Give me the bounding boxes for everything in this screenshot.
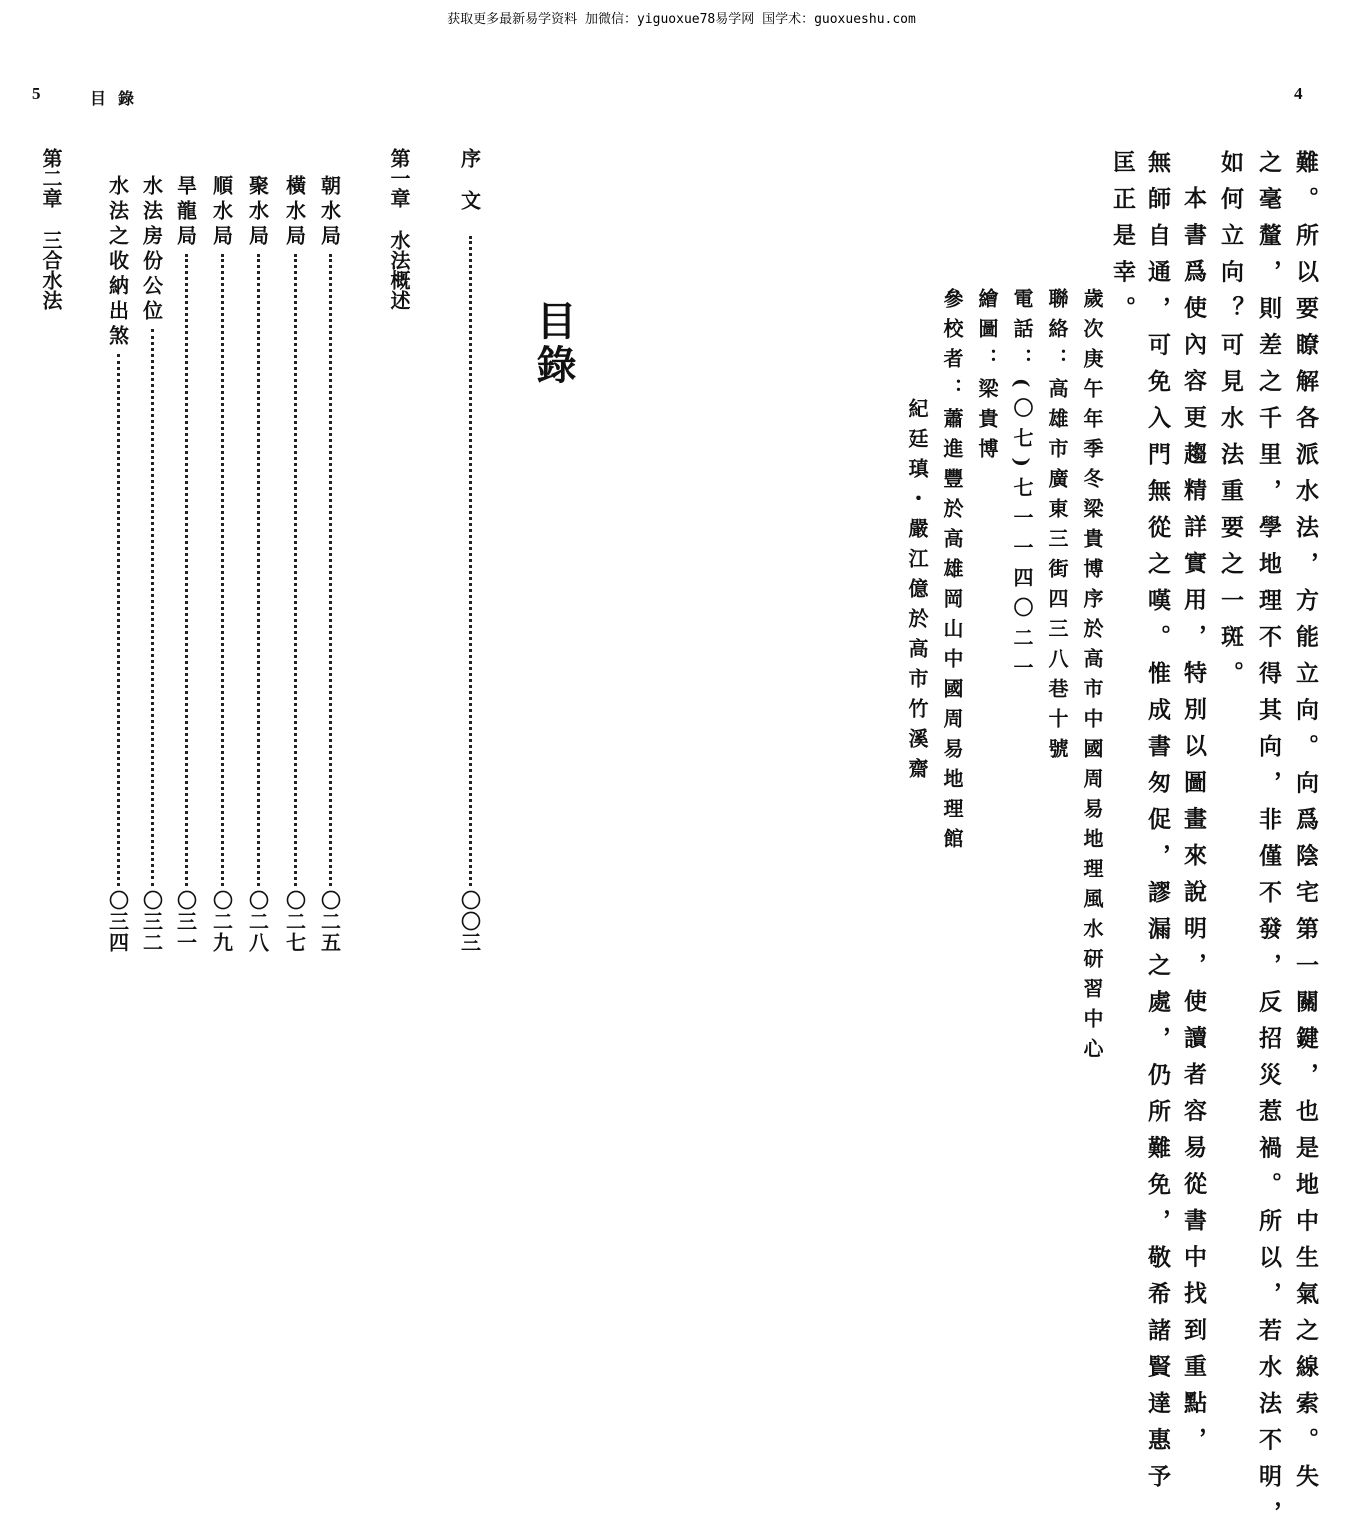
- chapter-number: 第一章: [387, 148, 411, 208]
- chapter-name: 水法概述: [387, 230, 411, 310]
- dot-leader: [329, 254, 332, 886]
- body-column: 之毫釐，則差之千里，學地理不得其向，非僅不發，反招災惹禍。所以，若水法不明，: [1255, 150, 1282, 1537]
- contact-phone: 電話：(〇七)七一一四〇二一: [1010, 288, 1034, 687]
- toc-entry-page: 〇三一: [173, 890, 198, 953]
- body-column: 無師自通，可免入門無從之嘆。惟成書匆促，謬漏之處，仍所難免，敬希諸賢達惠予: [1144, 150, 1171, 1501]
- body-column: 如何立向？可見水法重要之一斑。: [1217, 150, 1244, 698]
- chapter-name: 三合水法: [39, 230, 63, 310]
- toc-chapter-heading[interactable]: [37, 148, 66, 310]
- toc-entry-page: 〇二五: [317, 890, 342, 953]
- toc-entry[interactable]: [207, 175, 237, 953]
- toc-entry[interactable]: [315, 175, 345, 953]
- page-number-left: 5: [32, 84, 41, 103]
- dot-leader: [151, 329, 154, 886]
- toc-chapter-heading[interactable]: [385, 148, 414, 310]
- toc-entry-title: 朝水局: [317, 175, 342, 250]
- toc-entry-page: 〇三四: [105, 890, 130, 953]
- dot-leader: [117, 354, 120, 886]
- dot-leader: [469, 236, 472, 886]
- dot-leader: [221, 254, 224, 886]
- dot-leader: [257, 254, 260, 886]
- toc-entry-page: 〇二八: [245, 890, 270, 953]
- toc-entry-title: 水法房份公位: [139, 175, 164, 325]
- dot-leader: [185, 254, 188, 886]
- watermark-banner: 获取更多最新易学资料 加微信：yiguoxue78易学网 国学术：guoxueshu.com: [447, 12, 916, 27]
- toc-entry-page: 〇二七: [282, 890, 307, 953]
- toc-entry-title: 水法之收納出煞: [105, 175, 130, 350]
- toc-entry[interactable]: [280, 175, 310, 953]
- running-head: 目錄: [90, 89, 147, 108]
- toc-entry-page: 〇〇三: [457, 890, 482, 953]
- proofreaders-cont: 紀廷瑱・嚴江億於高市竹溪齋: [905, 398, 929, 788]
- body-column: 匡正是幸。: [1109, 150, 1136, 333]
- toc-entry[interactable]: [455, 148, 485, 953]
- toc-entry[interactable]: [171, 175, 201, 953]
- toc-entry-title: 序文: [457, 148, 482, 232]
- contact-address: 聯絡：高雄市廣東三街四三八巷十號: [1045, 288, 1069, 768]
- toc-entry-title: 順水局: [209, 175, 234, 250]
- toc-entry[interactable]: [103, 175, 133, 953]
- toc-entry[interactable]: [137, 175, 167, 953]
- chapter-number: 第二章: [39, 148, 63, 208]
- preface-signature: 歲次庚午年季冬梁貴博序於高市中國周易地理風水研習中心: [1080, 288, 1104, 1068]
- toc-entry-title: 橫水局: [282, 175, 307, 250]
- toc-entry-page: 〇三二: [139, 890, 164, 953]
- toc-entry-page: 〇二九: [209, 890, 234, 953]
- dot-leader: [294, 254, 297, 886]
- toc-entry-title: 聚水局: [245, 175, 270, 250]
- body-column: 本書爲使內容更趨精詳實用，特別以圖畫來說明，使讀者容易從書中找到重點，: [1180, 186, 1207, 1464]
- illustrator: 繪圖：梁貴博: [975, 288, 999, 468]
- body-column: 難。所以要瞭解各派水法，方能立向。向爲陰宅第一關鍵，也是地中生氣之線索。失: [1292, 150, 1319, 1501]
- toc-entry-title: 旱龍局: [173, 175, 198, 250]
- toc-title: 目錄: [530, 300, 577, 388]
- proofreaders: 參校者：蕭進豐於高雄岡山中國周易地理館: [940, 288, 964, 858]
- page-number-right: 4: [1294, 84, 1303, 103]
- toc-entry[interactable]: [243, 175, 273, 953]
